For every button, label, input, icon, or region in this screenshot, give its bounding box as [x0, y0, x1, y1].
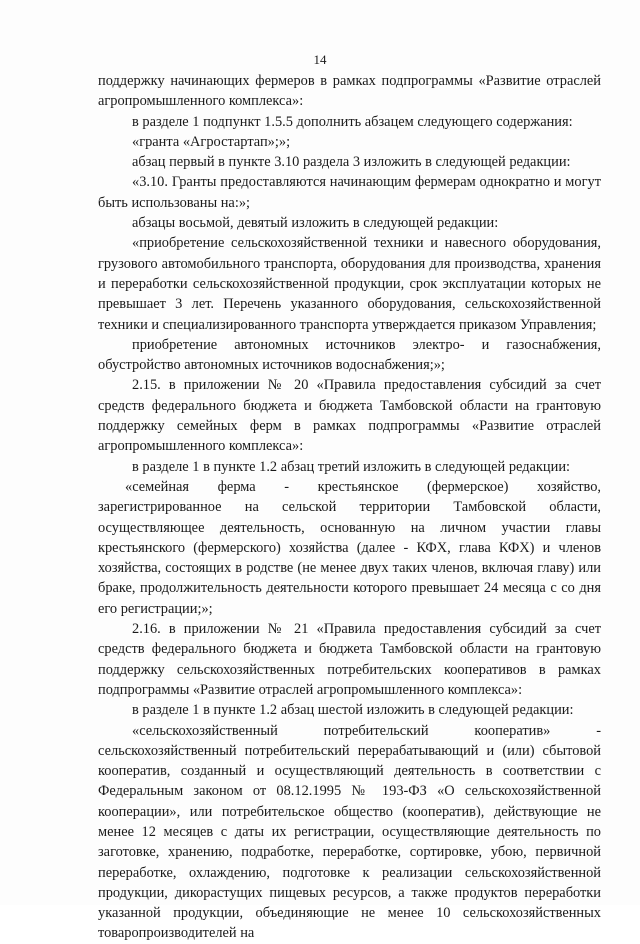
paragraph: «гранта «Агростартап»;»; [132, 133, 291, 150]
page-number: 14 [313, 52, 327, 67]
paragraph: «приобретение сельскохозяйственной техники и навесного оборудования, грузового автомобильного транспорта, оборудования для производства, хранения и переработки сельскохозяйственной продукции, срок эксплуатации которых не превышает 3 лет. Перечень указанного оборудования, сельскохозяйственной техники и специализированного транспорта утверждается приказом Управления; [98, 235, 601, 333]
paragraph: абзац первый в пункте 3.10 раздела 3 изложить в следующей редакции: [132, 154, 571, 171]
paragraph: поддержку начинающих фермеров в рамках подпрограммы «Развитие отраслей агропромышленного комплекса»: [98, 73, 601, 110]
paragraph: «3.10. Гранты предоставляются начинающим фермерам однократно и могут быть использованы на:»; [98, 174, 601, 211]
paragraph: приобретение автономных источников электро- и газоснабжения, обустройство автономных источников водоснабжения;»; [98, 336, 601, 374]
paragraph: «сельскохозяйственный потребительский кооператив» - сельскохозяйственный потребительский перерабатывающий и (или) сбытовой кооператив, созданный и осуществляющий деятельность в соответствии с Федеральным законом от 08.12.1995 № 193-ФЗ «О сельскохозяйственной кооперации», или потребительское общество (кооператив), действующие не менее 12 месяцев с даты их регистрации, осуществляющие деятельность по заготовке, хранению, подработке, переработке, сортировке, убою, первичной переработке, охлаждению, подготовке к реализации сельскохозяйственной продукции, дикорастущих пищевых ресурсов, а также продуктов переработки указанной продукции, объединяющие не менее 10 сельскохозяйственных товаропроизводителей на [98, 722, 601, 942]
paragraph: абзацы восьмой, девятый изложить в следующей редакции: [132, 215, 499, 232]
paragraph: в разделе 1 подпункт 1.5.5 дополнить абзацем следующего содержания: [132, 113, 573, 130]
paragraph: 2.15. в приложении № 20 «Правила предоставления субсидий за счет средств федерального бюджета и бюджета Тамбовской области на грантовую поддержку семейных ферм в рамках подпрограммы «Развитие отраслей агропромышленного комплекса»: [98, 377, 601, 455]
paragraph: «семейная ферма - крестьянское (фермерское) хозяйство, зарегистрированное на сельской территории Тамбовской области, осуществляющее деятельность, основанную на личном участии главы крестьянского (фермерского) хозяйства (далее - КФХ, глава КФХ) и членов хозяйства, состоящих в родстве (не менее двух таких членов, включая главу) или браке, продолжительность деятельности которого превышает 24 месяца с со дня его регистрации;»; [98, 478, 601, 617]
document-body [98, 71, 601, 944]
paragraph: в разделе 1 в пункте 1.2 абзац шестой изложить в следующей редакции: [132, 702, 574, 719]
paragraph: 2.16. в приложении № 21 «Правила предоставления субсидий за счет средств федерального бюджета и бюджета Тамбовской области на грантовую поддержку сельскохозяйственных потребительских кооперативов в рамках подпрограммы «Развитие отраслей агропромышленного комплекса»: [98, 621, 601, 698]
paragraph: в разделе 1 в пункте 1.2 абзац третий изложить в следующей редакции: [132, 458, 571, 475]
